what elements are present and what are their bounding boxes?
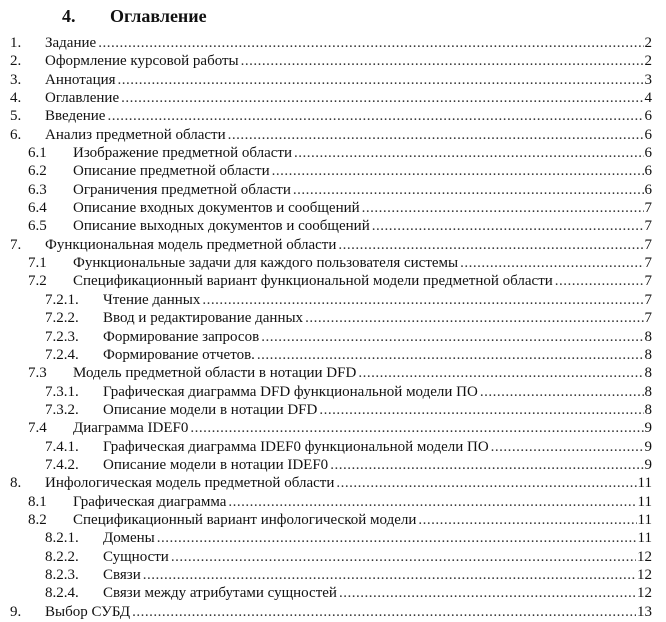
toc-entry[interactable] [0,419,666,437]
entry-number: 7.3.2. [45,401,79,418]
entry-page: 7 [644,218,652,235]
entry-title[interactable]: Домены [103,530,155,547]
entry-number: 7.2 [28,273,47,290]
entry-page: 11 [637,530,652,547]
entry-page: 8 [644,401,652,418]
entry-title[interactable]: Инфологическая модель предметной области [45,475,335,492]
toc-entry[interactable] [0,346,666,364]
toc-entry[interactable] [0,584,666,602]
entry-title[interactable]: Модель предметной области в нотации DFD [73,365,357,382]
entry-number: 8.2.1. [45,530,79,547]
toc-entry[interactable] [0,511,666,529]
entry-number: 8.1 [28,493,47,510]
entry-title[interactable]: Диаграмма IDEF0 [73,420,189,437]
entry-title[interactable]: Спецификационный вариант функциональной модели предметной области [73,273,553,290]
entry-title[interactable]: Ввод и редактирование данных [103,310,304,327]
entry-title[interactable]: Связи между атрибутами сущностей [103,585,337,602]
toc-entry[interactable] [0,383,666,401]
dot-leader [157,529,637,547]
dot-leader [372,217,644,235]
entry-number: 7.4.2. [45,456,79,473]
entry-page: 7 [644,255,652,272]
heading-title: Оглавление [110,6,207,26]
toc-entry[interactable] [0,181,666,199]
entry-title[interactable]: Аннотация [45,71,116,88]
dot-leader [132,603,636,621]
entry-number: 8.2.4. [45,585,79,602]
dot-leader [305,309,643,327]
entry-title[interactable]: Выбор СУБД [45,603,131,620]
entry-title[interactable]: Оформление курсовой работы [45,53,239,70]
toc-entry[interactable] [0,254,666,272]
dot-leader [293,181,644,199]
entry-number: 5. [10,108,22,125]
toc-entry[interactable] [0,236,666,254]
toc-entry[interactable] [0,566,666,584]
dot-leader [362,199,644,217]
entry-number: 6.3 [28,181,47,198]
entry-number: 7.1 [28,255,47,272]
toc-heading [0,6,666,28]
dot-leader [460,254,643,272]
entry-number: 7.4.1. [45,438,79,455]
toc-entry[interactable] [0,107,666,125]
toc-entry[interactable] [0,217,666,235]
toc-entry[interactable] [0,71,666,89]
entry-page: 6 [644,108,652,125]
entry-number: 8.2.2. [45,548,79,565]
entry-page: 4 [644,90,652,107]
dot-leader [358,364,643,382]
dot-leader [491,438,644,456]
toc-entry[interactable] [0,52,666,70]
toc-entry[interactable] [0,272,666,290]
dot-leader [330,456,643,474]
entry-title[interactable]: Функциональная модель предметной области [45,236,337,253]
entry-number: 6. [10,126,22,143]
dot-leader [261,328,643,346]
entry-page: 13 [637,603,652,620]
entry-number: 7.2.2. [45,310,79,327]
dot-leader [272,162,644,180]
entry-page: 12 [637,548,652,565]
dot-leader [257,346,644,364]
entry-number: 7.3.1. [45,383,79,400]
toc-entry[interactable] [0,529,666,547]
dot-leader [121,89,643,107]
entry-title[interactable]: Формирование отчетов. [103,346,255,363]
entry-page: 11 [637,475,652,492]
entry-title[interactable]: Анализ предметной области [45,126,226,143]
toc-entry[interactable] [0,401,666,419]
entry-title[interactable]: Описание предметной области [73,163,270,180]
dot-leader [319,401,643,419]
dot-leader [339,584,636,602]
toc-entry[interactable] [0,144,666,162]
dot-leader [228,493,636,511]
dot-leader [480,383,644,401]
entry-page: 7 [644,236,652,253]
dot-leader [555,272,644,290]
dot-leader [190,419,643,437]
entry-title[interactable]: Описание модели в нотации DFD [103,401,318,418]
entry-title[interactable]: Графическая диаграмма DFD функциональной модели ПО [103,383,478,400]
entry-title[interactable]: Введение [45,108,106,125]
dot-leader [202,291,643,309]
toc-entry[interactable] [0,89,666,107]
entry-title[interactable]: Описание входных документов и сообщений [73,200,360,217]
entry-title[interactable]: Связи [103,566,141,583]
entry-title[interactable]: Чтение данных [103,291,201,308]
entry-page: 2 [644,35,652,51]
entry-number: 6.5 [28,218,47,235]
toc-entry[interactable] [0,603,666,621]
entry-page: 8 [644,365,652,382]
toc-entry[interactable] [0,548,666,566]
entry-page: 12 [637,585,652,602]
entry-page: 12 [637,566,652,583]
toc-entry[interactable] [0,291,666,309]
dot-leader [338,236,643,254]
entry-page: 6 [644,163,652,180]
dot-leader [294,144,643,162]
entry-number: 2. [10,53,22,70]
entry-number: 9. [10,603,22,620]
heading-number: 4. [62,6,76,26]
entry-title[interactable]: Спецификационный вариант инфологической модели [73,511,417,528]
entry-number: 1. [10,35,22,51]
dot-leader [118,71,644,89]
toc-entry[interactable] [0,474,666,492]
entry-number: 8.2 [28,511,47,528]
toc-entry[interactable] [0,328,666,346]
entry-title[interactable]: Сущности [103,548,169,565]
entry-page: 6 [644,145,652,162]
entry-number: 7.4 [28,420,47,437]
table-of-contents [0,34,666,621]
dot-leader [241,52,644,70]
entry-number: 7.2.4. [45,346,79,363]
dot-leader [107,107,643,125]
entry-page: 11 [637,511,652,528]
toc-entry[interactable] [0,456,666,474]
entry-page: 11 [637,493,652,510]
toc-entry[interactable] [0,493,666,511]
entry-title[interactable]: Изображение предметной области [73,145,293,162]
toc-entry[interactable] [0,34,666,52]
dot-leader [418,511,636,529]
entry-title[interactable]: Ограничения предметной области [73,181,291,198]
entry-page: 7 [644,310,652,327]
entry-number: 3. [10,71,22,88]
entry-title[interactable]: Графическая диаграмма IDEF0 функциональной модели ПО [103,438,489,455]
entry-page: 7 [644,291,652,308]
dot-leader [336,474,636,492]
toc-entry[interactable] [0,199,666,217]
toc-entry[interactable] [0,162,666,180]
entry-page: 9 [644,438,652,455]
entry-number: 7.3 [28,365,47,382]
entry-title[interactable]: Описание выходных документов и сообщений [73,218,370,235]
entry-page: 6 [644,181,652,198]
toc-entry[interactable] [0,438,666,456]
entry-page: 9 [644,456,652,473]
entry-page: 3 [644,71,652,88]
toc-entry[interactable] [0,364,666,382]
toc-entry[interactable] [0,126,666,144]
entry-number: 7. [10,236,22,253]
dot-leader [98,34,643,52]
dot-leader [171,548,636,566]
entry-page: 7 [644,273,652,290]
entry-title[interactable]: Задание [45,35,97,51]
entry-title[interactable]: Графическая диаграмма [73,493,227,510]
dot-leader [143,566,636,584]
entry-title[interactable]: Описание модели в нотации IDEF0 [103,456,329,473]
entry-page: 8 [644,346,652,363]
entry-number: 6.1 [28,145,47,162]
entry-page: 8 [644,328,652,345]
entry-page: 7 [644,200,652,217]
entry-page: 2 [644,53,652,70]
entry-number: 6.2 [28,163,47,180]
entry-number: 4. [10,90,22,107]
entry-page: 6 [644,126,652,143]
entry-number: 8. [10,475,22,492]
entry-page: 9 [644,420,652,437]
entry-title[interactable]: Оглавление [45,90,120,107]
entry-title[interactable]: Функциональные задачи для каждого пользователя системы [73,255,459,272]
entry-number: 8.2.3. [45,566,79,583]
entry-title[interactable]: Формирование запросов [103,328,260,345]
entry-number: 7.2.1. [45,291,79,308]
toc-entry[interactable] [0,309,666,327]
dot-leader [228,126,644,144]
entry-number: 7.2.3. [45,328,79,345]
entry-number: 6.4 [28,200,47,217]
entry-page: 8 [644,383,652,400]
